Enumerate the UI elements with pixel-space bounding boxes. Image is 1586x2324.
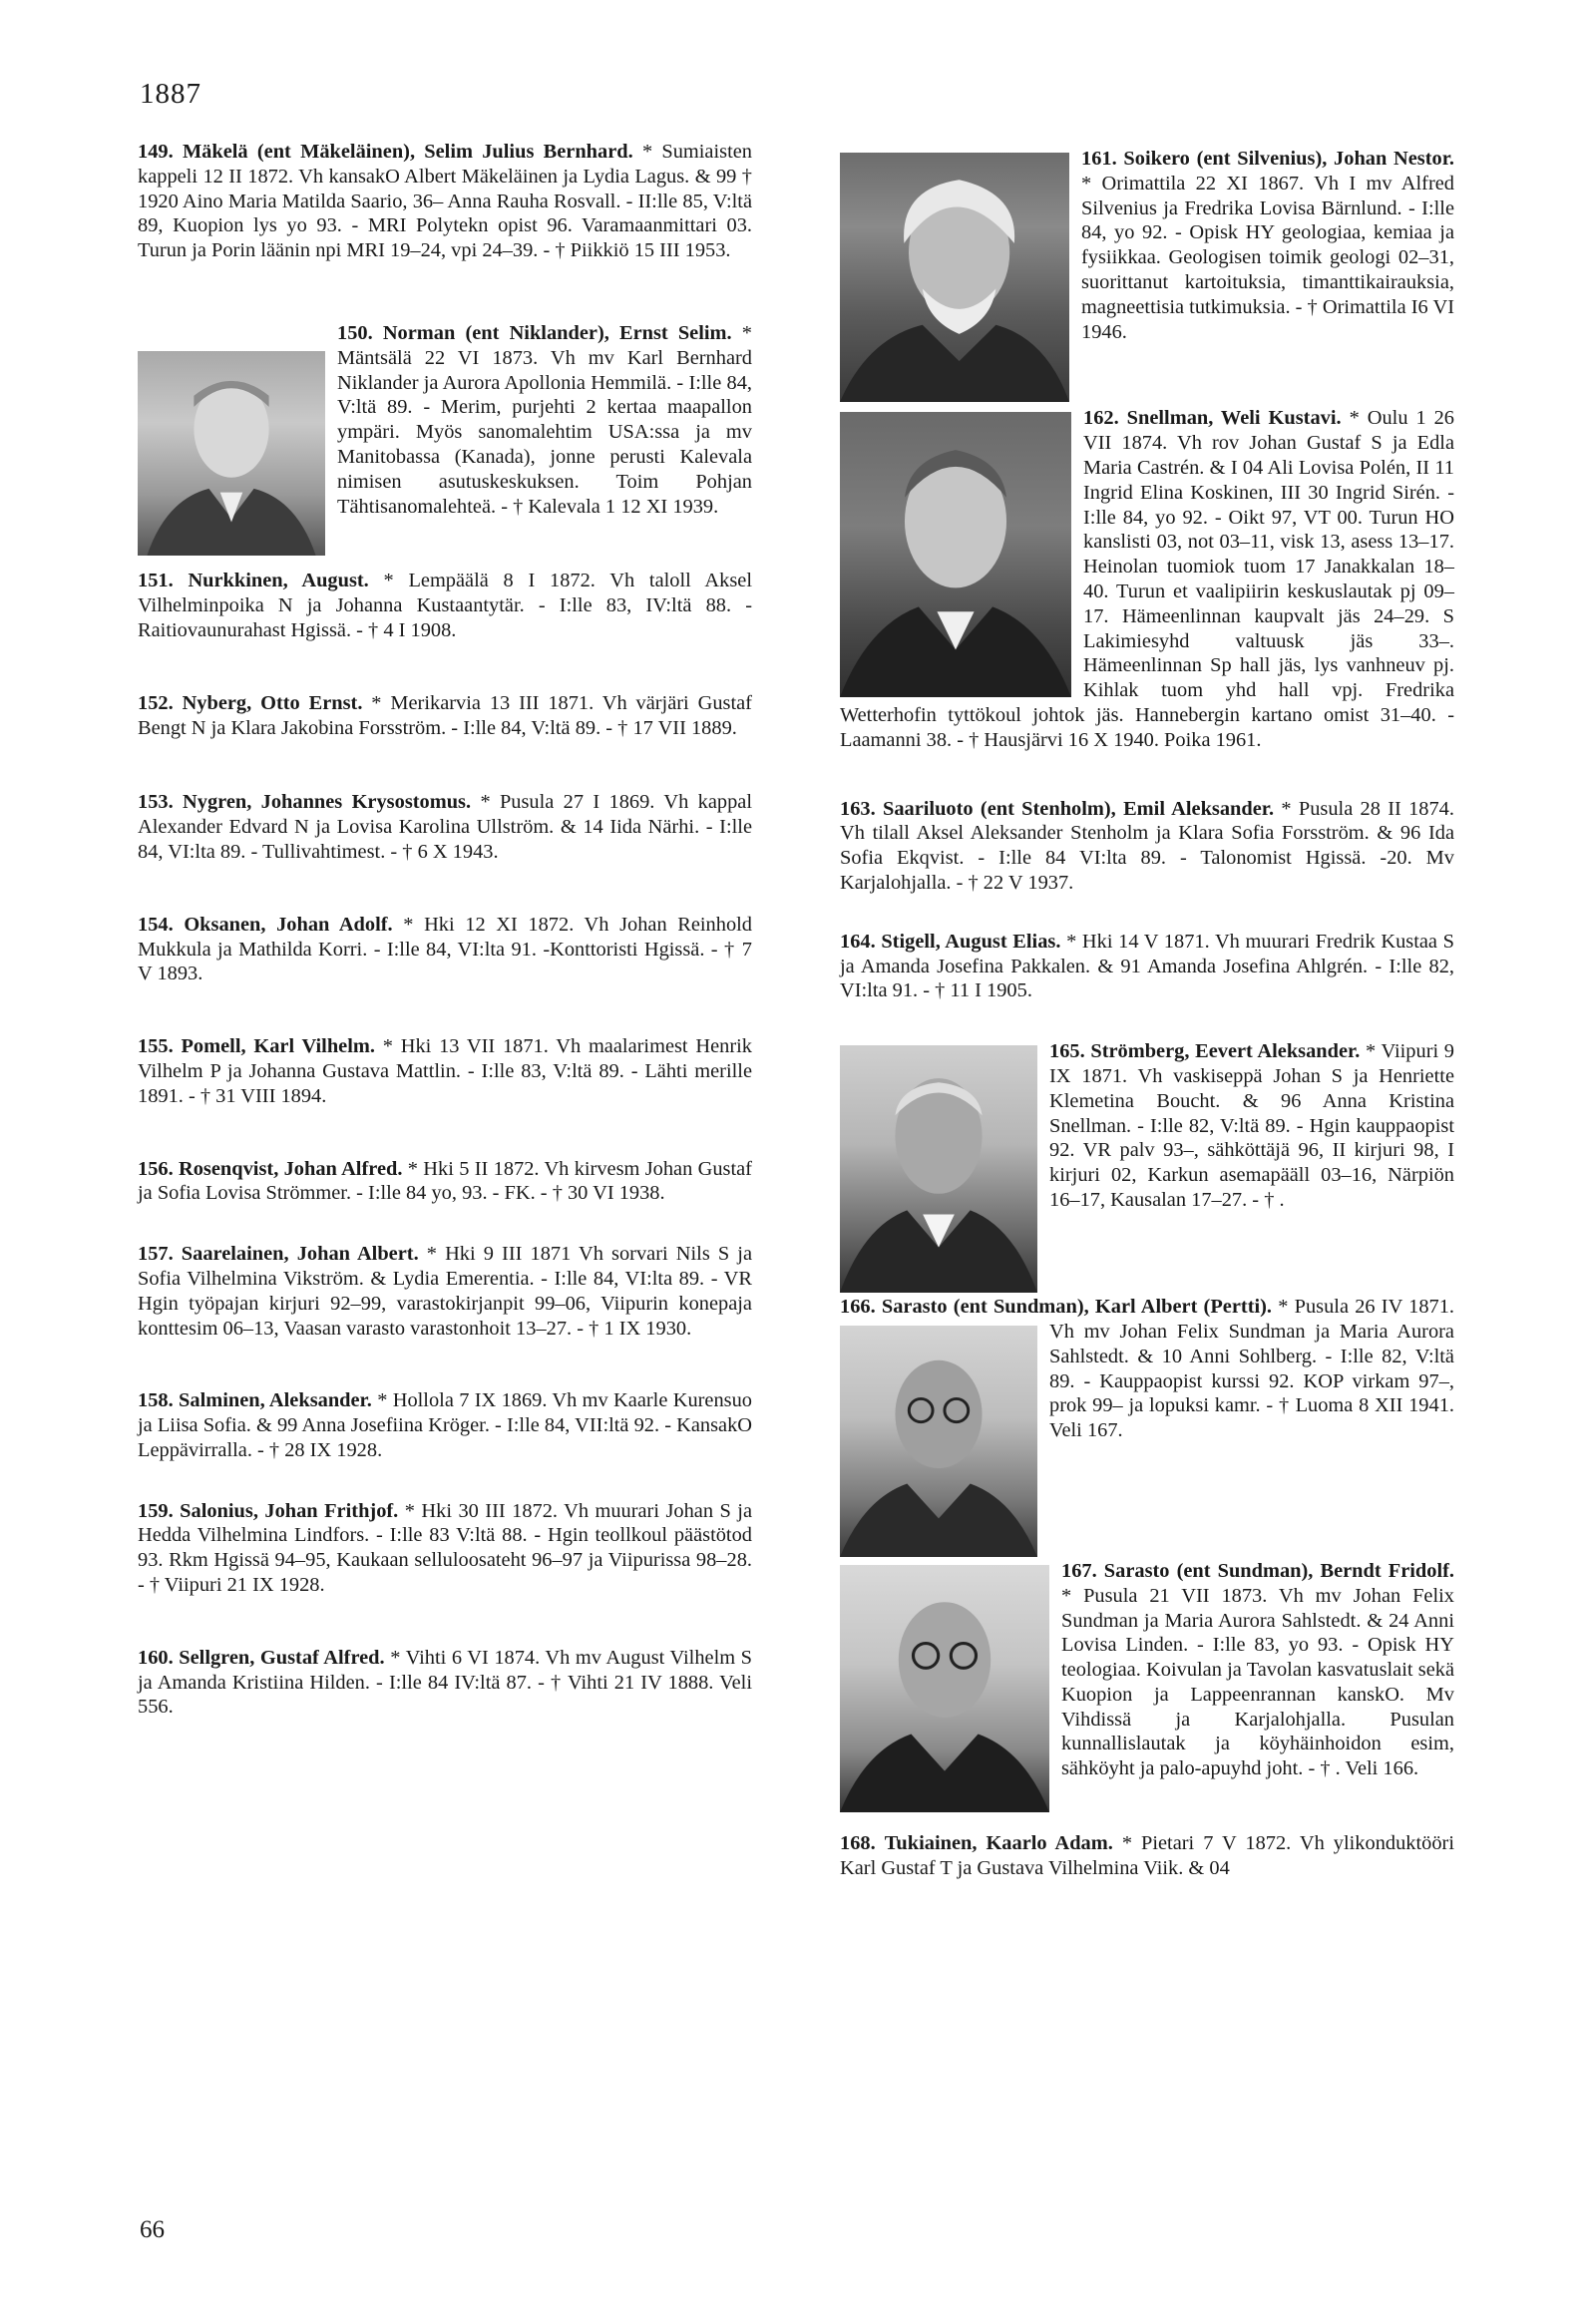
entry-text: * Viipuri 9 IX 1871. Vh vaskiseppä Johan S ja Henriette Klemetina Boucht. & 96 Anna Kristina Snellman. - I:lle 82, V:ltä 89. - Hgin kauppaopist 92. VR palv 93–, sähköttäjä 96, II kirjuri 98, I kirjuri 02, Karkun asemapääll 03–16, Närpiön 16–17, Kausalan 17–27. - † . xyxy=(1049,1040,1454,1211)
entry-num: 163. xyxy=(840,797,876,820)
entry-name: Norman (ent Niklander), Ernst Selim. xyxy=(382,321,732,344)
entry-name: Nygren, Johannes Krysostomus. xyxy=(183,791,472,814)
entry-158 xyxy=(138,1388,752,1462)
entry-153 xyxy=(138,790,752,864)
entry-text: * Hki 30 III 1872. Vh muurari Johan S ja Hedda Vilhelmina Lindfors. - I:lle 83 V:ltä 88. - Hgin teollkoul päästötod 93. Rkm Hgissä 94–95, Kaukaan selluloosateht 96–97 ja Viipurissa 98–28. - † Viipuri 21 IX 1928. xyxy=(138,1499,753,1597)
entry-num: 153. xyxy=(138,791,174,814)
entry-name: Saariluoto (ent Stenholm), Emil Aleksander. xyxy=(882,797,1275,820)
portrait-photo-167 xyxy=(840,1565,1049,1812)
entry-149 xyxy=(138,140,752,263)
entry-text: * Pusula 27 I 1869. Vh kappal Alexander Edvard N ja Lovisa Karolina Ullström. & 14 Iida Närhi. - I:lle 84, VI:lta 89. - Tullivahtimest. - † 6 X 1943. xyxy=(138,791,752,863)
entry-num: 166. xyxy=(840,1296,876,1319)
entry-154 xyxy=(138,913,752,986)
entry-text: * Hki 12 XI 1872. Vh Johan Reinhold Mukkula ja Mathilda Korri. - I:lle 84, VI:lta 91. -Konttoristi Hgissä. - † 7 V 1893. xyxy=(138,913,753,985)
entry-name: Soikero (ent Silvenius), Johan Nestor. xyxy=(1123,148,1454,170)
entry-name: Snellman, Weli Kustavi. xyxy=(1126,407,1342,430)
entry-num: 167. xyxy=(1061,1559,1097,1582)
entry-num: 165. xyxy=(1049,1040,1085,1063)
entry-156 xyxy=(138,1157,752,1207)
entry-num: 158. xyxy=(138,1389,174,1412)
portrait-photo-165 xyxy=(840,1045,1037,1293)
entry-num: 162. xyxy=(1083,407,1119,430)
entry-151 xyxy=(138,569,752,642)
entry-name: Sarasto (ent Sundman), Berndt Fridolf. xyxy=(1103,1559,1454,1582)
entry-text: * Pusula 28 II 1874. Vh tilall Aksel Aleksander Stenholm ja Klara Sofia Forsström. & 96 Ida Sofia Ekqvist. - I:lle 84 VI:lta 89. - Talonomist Hgissä. -20. Mv Karjalohjalla. - † 22 V 1937. xyxy=(840,797,1454,894)
entry-164 xyxy=(840,930,1454,1003)
entry-name: Stigell, August Elias. xyxy=(881,930,1061,953)
entry-num: 156. xyxy=(138,1157,174,1180)
entry-text: * Hki 13 VII 1871. Vh maalarimest Henrik Vilhelm P ja Johanna Gustava Mattlin. - I:lle 83, V:ltä 89. - Lähti merille 1891. - † 31 VIII 1894. xyxy=(138,1035,752,1107)
entry-num: 159. xyxy=(138,1499,174,1522)
entry-155 xyxy=(138,1034,752,1108)
entry-num: 168. xyxy=(840,1832,876,1855)
entry-text: * Pietari 7 V 1872. Vh ylikonduktööri Karl Gustaf T ja Gustava Vilhelmina Viik. & 04 xyxy=(840,1832,1454,1879)
entry-name: Sellgren, Gustaf Alfred. xyxy=(179,1646,385,1669)
entry-num: 160. xyxy=(138,1646,174,1669)
entry-name: Saarelainen, Johan Albert. xyxy=(181,1243,419,1266)
entry-text: * Orimattila 22 XI 1867. Vh I mv Alfred Silvenius ja Fredrika Lovisa Bärnlund. - I:lle 84, yo 92. - Opisk HY geologiaa, kemiaa ja fysiikkaa. Geologisen toimik geologi 02–31, suorittanut kartoituksia, timanttikairauksia, magneettisia tutkimuksia. - † Orimattila I6 VI 1946. xyxy=(1081,172,1454,343)
entry-162 xyxy=(840,406,1454,752)
entry-152 xyxy=(138,691,752,741)
entry-159 xyxy=(138,1499,752,1598)
entry-160 xyxy=(138,1646,752,1720)
entry-num: 150. xyxy=(337,321,373,344)
entry-num: 154. xyxy=(138,913,174,936)
entry-text: * Oulu 1 26 VII 1874. Vh rov Johan Gustaf S ja Edla Maria Castrén. & I 04 Ali Lovisa Polén, II 11 Ingrid Elina Koskinen, III 30 Ingrid Sirén. - I:lle 84, yo 92. - Oikt 97, VT 00. Turun HO kanslisti 03, not 03–11, visk 13, asess 13–17. Heinolan tuomiok tuom 17 Janakkalan 18–40. Turun et vaalipiirin keskuslautak pj 09–17. Hämeenlinnan kaupvalt jäs 24–29. S Lakimiesyhd valtuusk jäs 33–. Hämeenlinnan Sp hall jäs, lys vanhneuv pj. Kihlak tuom yhd hall vpj. Fredrika Wetterhofin tyttökoul johtok jäs. Hannebergin kartano omist 31–40. - Laamanni 38. - † Hausjärvi 16 X 1940. Poika 1961. xyxy=(840,407,1455,751)
entry-name: Pomell, Karl Vilhelm. xyxy=(181,1035,375,1058)
entry-name: Salonius, Johan Frithjof. xyxy=(180,1499,399,1522)
entry-num: 151. xyxy=(138,570,174,592)
entry-num: 155. xyxy=(138,1035,174,1058)
entry-name: Sarasto (ent Sundman), Karl Albert (Pertti). xyxy=(881,1296,1273,1319)
entry-150 xyxy=(138,321,752,519)
entry-name: Oksanen, Johan Adolf. xyxy=(184,913,393,936)
entry-text: * Pusula 26 IV 1871. Vh mv Johan Felix Sundman ja Maria Aurora Sahlstedt. & 10 Anni Sohlberg. - I:lle 82, V:ltä 89. - Kauppaopist kurssi 92. KOP virkam 97–, prok 99– ja lopuksi kamr. - † Luoma 8 XII 1941. Veli 167. xyxy=(1049,1296,1455,1442)
entry-text: * Sumiaisten kappeli 12 II 1872. Vh kansakO Albert Mäkeläinen ja Lydia Lagus. & 99 † 1920 Aino Maria Matilda Saario, 36– Anna Rauha Rosvall. - II:lle 85, V:ltä 89, Kuopion lys yo 93. - MRI Polytekn opist 96. Varamaanmittari 03. Turun ja Porin läänin npi MRI 19–24, vpi 24–39. - † Piikkiö 15 III 1953. xyxy=(138,141,752,262)
entry-text: * Hki 14 V 1871. Vh muurari Fredrik Kustaa S ja Amanda Josefina Pakkalen. & 91 Amanda Josefina Ahlgrén. - I:lle 82, VI:lta 91. - † 11 I 1905. xyxy=(840,930,1454,1002)
left-column xyxy=(138,140,752,1720)
entry-text: * Merikarvia 13 III 1871. Vh värjäri Gustaf Bengt N ja Klara Jakobina Forsström. - I:lle 84, V:ltä 89. - † 17 VII 1889. xyxy=(138,691,752,739)
entry-text: * Hki 9 III 1871 Vh sorvari Nils S ja Sofia Vilhelmina Vikström. & Lydia Emerentia. - I:lle 84, VI:lta 89. - VR Hgin työpajan kirjuri 92–99, varastokirjanpit 99–06, Viipurin konepaja konttesim 06–13, Vaasan varasto varastonhoit 13–27. - † 1 IX 1930. xyxy=(138,1243,752,1340)
entry-163 xyxy=(840,797,1454,896)
right-column xyxy=(840,147,1454,1881)
entry-name: Nyberg, Otto Ernst. xyxy=(182,691,363,714)
page-number: 66 xyxy=(140,2216,165,2243)
entry-name: Tukiainen, Kaarlo Adam. xyxy=(884,1832,1113,1855)
page-year: 1887 xyxy=(140,78,201,110)
portrait-photo-166 xyxy=(840,1326,1037,1557)
entry-num: 149. xyxy=(138,141,174,163)
entry-name: Nurkkinen, August. xyxy=(188,570,369,592)
entry-text: * Mäntsälä 22 VI 1873. Vh mv Karl Bernhard Niklander ja Aurora Apollonia Hemmilä. - I:lle 84, V:ltä 89. - Merim, purjehti 2 kertaa maapallon ympäri. Myös sanomalehtim USA:ssa ja mv Manitobassa (Kanada), jonne perusti Kalevala nimisen asutuskeskuksen. Toim Pohjan Tähtisanomalehteä. - † Kalevala 1 12 XI 1939. xyxy=(337,321,752,518)
entry-161 xyxy=(840,147,1454,344)
entry-num: 152. xyxy=(138,691,174,714)
entry-name: Rosenqvist, Johan Alfred. xyxy=(179,1157,403,1180)
entry-num: 161. xyxy=(1081,148,1117,170)
portrait-photo-162 xyxy=(840,412,1071,697)
portrait-photo-161 xyxy=(840,153,1069,402)
entry-name: Salminen, Aleksander. xyxy=(179,1389,372,1412)
entry-num: 157. xyxy=(138,1243,174,1266)
entry-text: * Hki 5 II 1872. Vh kirvesm Johan Gustaf ja Sofia Lovisa Strömmer. - I:lle 84 yo, 93. - FK. - † 30 VI 1938. xyxy=(138,1157,752,1205)
entry-166 xyxy=(840,1295,1454,1443)
entry-157 xyxy=(138,1242,752,1341)
entry-168 xyxy=(840,1831,1454,1881)
entry-text: * Hollola 7 IX 1869. Vh mv Kaarle Kurensuo ja Liisa Sofia. & 99 Anna Josefiina Kröger. - I:lle 84, VII:ltä 92. - KansakO Leppävirralla. - † 28 IX 1928. xyxy=(138,1389,753,1461)
entry-text: * Pusula 21 VII 1873. Vh mv Johan Felix Sundman ja Maria Aurora Sahlstedt. & 24 Anni Lovisa Linden. - I:lle 83, yo 93. - Opisk HY teologiaa. Koivulan ja Tavolan kasvatuslait sekä Kuopion ja Lappeenrannan kanskO. Mv Vihdissä ja Karjalohjalla. Pusulan kunnallislautak ja köyhäinhoidon esim, sähköyht ja palo-apuyhd joht. - † . Veli 166. xyxy=(1061,1584,1454,1780)
entry-text: * Lempäälä 8 I 1872. Vh taloll Aksel Vilhelminpoika N ja Johanna Kustaantytär. - I:lle 83, IV:ltä 88. - Raitiovaunurahast Hgissä. - † 4 I 1908. xyxy=(138,570,753,641)
entry-name: Strömberg, Eevert Aleksander. xyxy=(1090,1040,1361,1063)
entry-num: 164. xyxy=(840,930,876,953)
entry-167 xyxy=(840,1559,1454,1781)
entry-165 xyxy=(840,1039,1454,1213)
portrait-photo-150 xyxy=(138,351,325,556)
entry-name: Mäkelä (ent Mäkeläinen), Selim Julius Bernhard. xyxy=(182,141,633,163)
entry-text: * Vihti 6 VI 1874. Vh mv August Vilhelm S ja Amanda Kristiina Hilden. - I:lle 84 IV:ltä 87. - † Vihti 21 IV 1888. Veli 556. xyxy=(138,1646,752,1719)
